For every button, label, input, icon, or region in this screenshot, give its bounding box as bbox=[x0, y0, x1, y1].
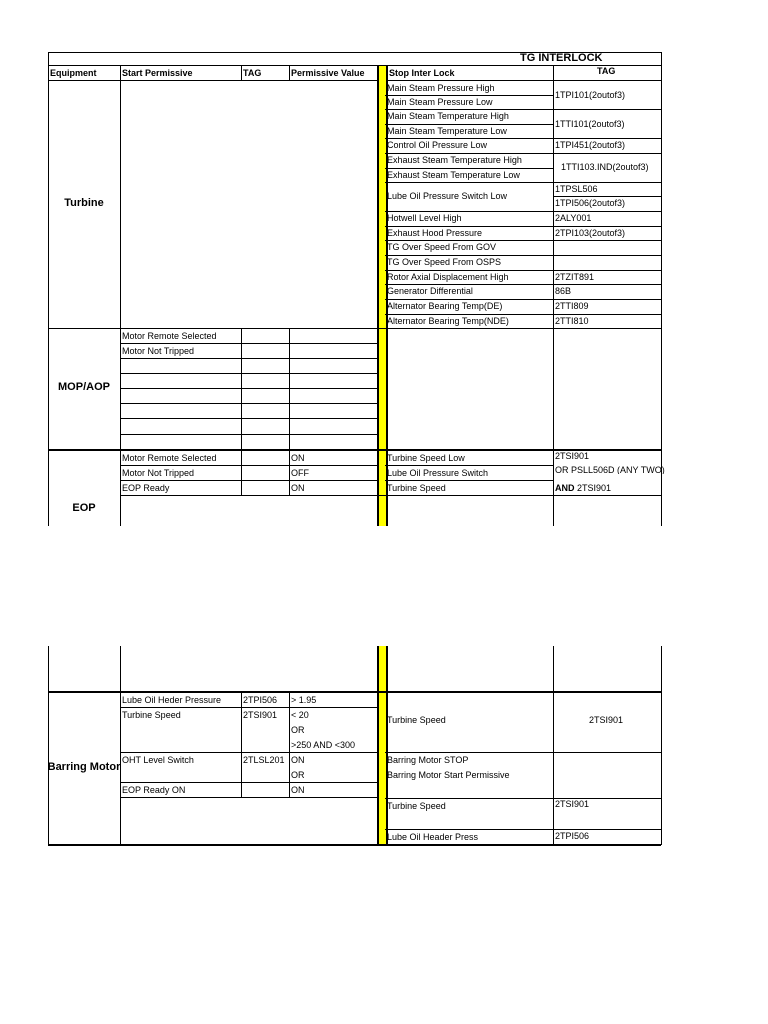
permissive-tag: 2TSI901 bbox=[243, 710, 278, 720]
stop-item: Main Steam Temperature High bbox=[387, 111, 509, 121]
stop-item: Turbine Speed bbox=[387, 801, 446, 811]
stop-item: TG Over Speed From OSPS bbox=[387, 257, 502, 267]
stop-tag: 2TZIT891 bbox=[555, 272, 595, 282]
equipment-mop-aop: MOP/AOP bbox=[58, 381, 110, 393]
permissive-value: ON bbox=[291, 785, 305, 795]
permissive-item: Motor Not Tripped bbox=[122, 346, 195, 356]
section-line bbox=[48, 691, 661, 693]
stop-item: Barring Motor Start Permissive bbox=[387, 770, 510, 780]
header-stop-inter-lock: Stop Inter Lock bbox=[389, 68, 455, 78]
permissive-item: Motor Not Tripped bbox=[122, 468, 195, 478]
permissive-value: ON bbox=[291, 453, 305, 463]
stop-item: Main Steam Pressure Low bbox=[387, 97, 493, 107]
col-border-right bbox=[661, 52, 662, 845]
permissive-item: Turbine Speed bbox=[122, 710, 181, 720]
stop-tag: 1TTI103.IND(2outof3) bbox=[561, 162, 649, 172]
stop-item: Alternator Bearing Temp(NDE) bbox=[387, 316, 509, 326]
row-line bbox=[385, 124, 553, 125]
col-border-equipment bbox=[120, 65, 121, 845]
stop-item: Rotor Axial Displacement High bbox=[387, 272, 509, 282]
col-border-tag bbox=[241, 449, 242, 496]
permissive-item: OHT Level Switch bbox=[122, 755, 194, 765]
and-label: AND bbox=[555, 483, 575, 493]
stop-tag: 86B bbox=[555, 286, 572, 296]
row-line bbox=[385, 211, 661, 212]
row-line bbox=[385, 752, 661, 753]
permissive-tag: 2TPI506 bbox=[243, 695, 278, 705]
stop-item: Exhaust Steam Temperature High bbox=[387, 155, 522, 165]
stop-item: Lube Oil Header Press bbox=[387, 832, 479, 842]
col-border-tag-header bbox=[241, 65, 242, 81]
permissive-value: ON bbox=[291, 483, 305, 493]
stop-tag: 2TPI103(2outof3) bbox=[555, 228, 626, 238]
row-line bbox=[385, 153, 661, 154]
stop-tag-value: 2TSI901 bbox=[577, 483, 612, 493]
row-line bbox=[385, 138, 661, 139]
equipment-turbine: Turbine bbox=[64, 197, 104, 209]
row-line bbox=[120, 434, 377, 435]
stop-item: Exhaust Steam Temperature Low bbox=[387, 170, 520, 180]
row-line bbox=[120, 403, 377, 404]
header-permissive-value: Permissive Value bbox=[291, 68, 365, 78]
row-line bbox=[120, 418, 377, 419]
row-line bbox=[553, 196, 661, 197]
equipment-barring-motor: Barring Motor bbox=[47, 761, 121, 773]
row-line bbox=[120, 707, 377, 708]
equipment-eop: EOP bbox=[72, 502, 96, 514]
permissive-item: Lube Oil Heder Pressure bbox=[122, 695, 222, 705]
permissive-value: OR bbox=[291, 725, 305, 735]
stop-item: Turbine Speed bbox=[387, 483, 446, 493]
stop-tag: 2TSI901 bbox=[555, 799, 590, 809]
stop-tag: 2TTI809 bbox=[555, 301, 589, 311]
stop-tag: 1TPI101(2outof3) bbox=[555, 90, 626, 100]
sheet-title: TG INTERLOCK bbox=[520, 52, 603, 64]
stop-tag: OR PSLL506D (ANY TWO) bbox=[555, 465, 665, 474]
stop-item: Exhaust Hood Pressure bbox=[387, 228, 483, 238]
header-equipment: Equipment bbox=[50, 68, 97, 78]
row-line bbox=[385, 109, 661, 110]
stop-item: Barring Motor STOP bbox=[387, 755, 469, 765]
row-line bbox=[385, 798, 661, 799]
row-line bbox=[385, 314, 661, 315]
stop-tag: 1TTI101(2outof3) bbox=[555, 119, 625, 129]
row-line bbox=[385, 480, 553, 481]
page-break-gap bbox=[40, 526, 680, 646]
row-line bbox=[120, 358, 377, 359]
row-line bbox=[385, 240, 661, 241]
stop-tag: 2TSI901 bbox=[589, 715, 624, 725]
row-line bbox=[120, 782, 377, 783]
stop-item: Lube Oil Pressure Switch Low bbox=[387, 191, 508, 201]
stop-tag: 2ALY001 bbox=[555, 213, 592, 223]
row-line bbox=[385, 168, 553, 169]
row-line bbox=[120, 373, 377, 374]
stop-tag-and bbox=[555, 482, 611, 494]
row-line bbox=[385, 829, 661, 830]
yellow-divider-bottom bbox=[377, 646, 388, 845]
permissive-item: Motor Remote Selected bbox=[122, 453, 217, 463]
stop-item: Main Steam Temperature Low bbox=[387, 126, 507, 136]
stop-item: Generator Differential bbox=[387, 286, 473, 296]
stop-item: Hotwell Level High bbox=[387, 213, 462, 223]
table-bottom-border bbox=[48, 844, 661, 846]
stop-tag: 1TPI451(2outof3) bbox=[555, 140, 626, 150]
stop-tag: 2TPI506 bbox=[555, 831, 590, 841]
permissive-value: > 1.95 bbox=[291, 695, 317, 705]
stop-item: Turbine Speed Low bbox=[387, 453, 465, 463]
row-line bbox=[385, 226, 661, 227]
header-bottom-border bbox=[48, 80, 661, 81]
row-line bbox=[385, 270, 661, 271]
stop-item: Main Steam Pressure High bbox=[387, 83, 495, 93]
permissive-value: ON bbox=[291, 755, 305, 765]
stop-tag: 1TPSL506 bbox=[555, 184, 598, 194]
permissive-value: OR bbox=[291, 770, 305, 780]
stop-tag: 1TPI506(2outof3) bbox=[555, 198, 626, 208]
stop-item: Lube Oil Pressure Switch bbox=[387, 468, 489, 478]
permissive-value: >250 AND <300 bbox=[291, 740, 356, 750]
row-line bbox=[120, 388, 377, 389]
header-tag: TAG bbox=[243, 68, 262, 78]
row-line bbox=[120, 752, 377, 753]
permissive-item: Motor Remote Selected bbox=[122, 331, 217, 341]
permissive-value: < 20 bbox=[291, 710, 309, 720]
row-line bbox=[120, 480, 377, 481]
row-line bbox=[385, 465, 553, 466]
permissive-item: EOP Ready bbox=[122, 483, 170, 493]
permissive-tag: 2TLSL201 bbox=[243, 755, 285, 765]
row-line bbox=[120, 495, 661, 496]
row-line bbox=[385, 255, 661, 256]
row-line bbox=[120, 465, 377, 466]
stop-item: Alternator Bearing Temp(DE) bbox=[387, 301, 503, 311]
permissive-value: OFF bbox=[291, 468, 309, 478]
stop-item: Turbine Speed bbox=[387, 715, 446, 725]
row-line bbox=[385, 299, 661, 300]
header-top-border bbox=[48, 65, 661, 66]
section-line bbox=[48, 328, 661, 329]
row-line bbox=[385, 284, 661, 285]
col-border-value-header bbox=[289, 65, 290, 81]
stop-tag: 2TSI901 bbox=[555, 451, 590, 461]
stop-tag: 2TTI810 bbox=[555, 316, 589, 326]
row-line bbox=[120, 343, 377, 344]
header-stop-tag: TAG bbox=[597, 66, 616, 76]
row-line bbox=[120, 797, 377, 798]
header-start-permissive: Start Permissive bbox=[122, 68, 193, 78]
stop-item: TG Over Speed From GOV bbox=[387, 242, 497, 252]
permissive-item: EOP Ready ON bbox=[122, 785, 186, 795]
col-border-value bbox=[289, 449, 290, 496]
row-line bbox=[385, 182, 661, 183]
row-line bbox=[385, 95, 553, 96]
stop-item: Control Oil Pressure Low bbox=[387, 140, 488, 150]
